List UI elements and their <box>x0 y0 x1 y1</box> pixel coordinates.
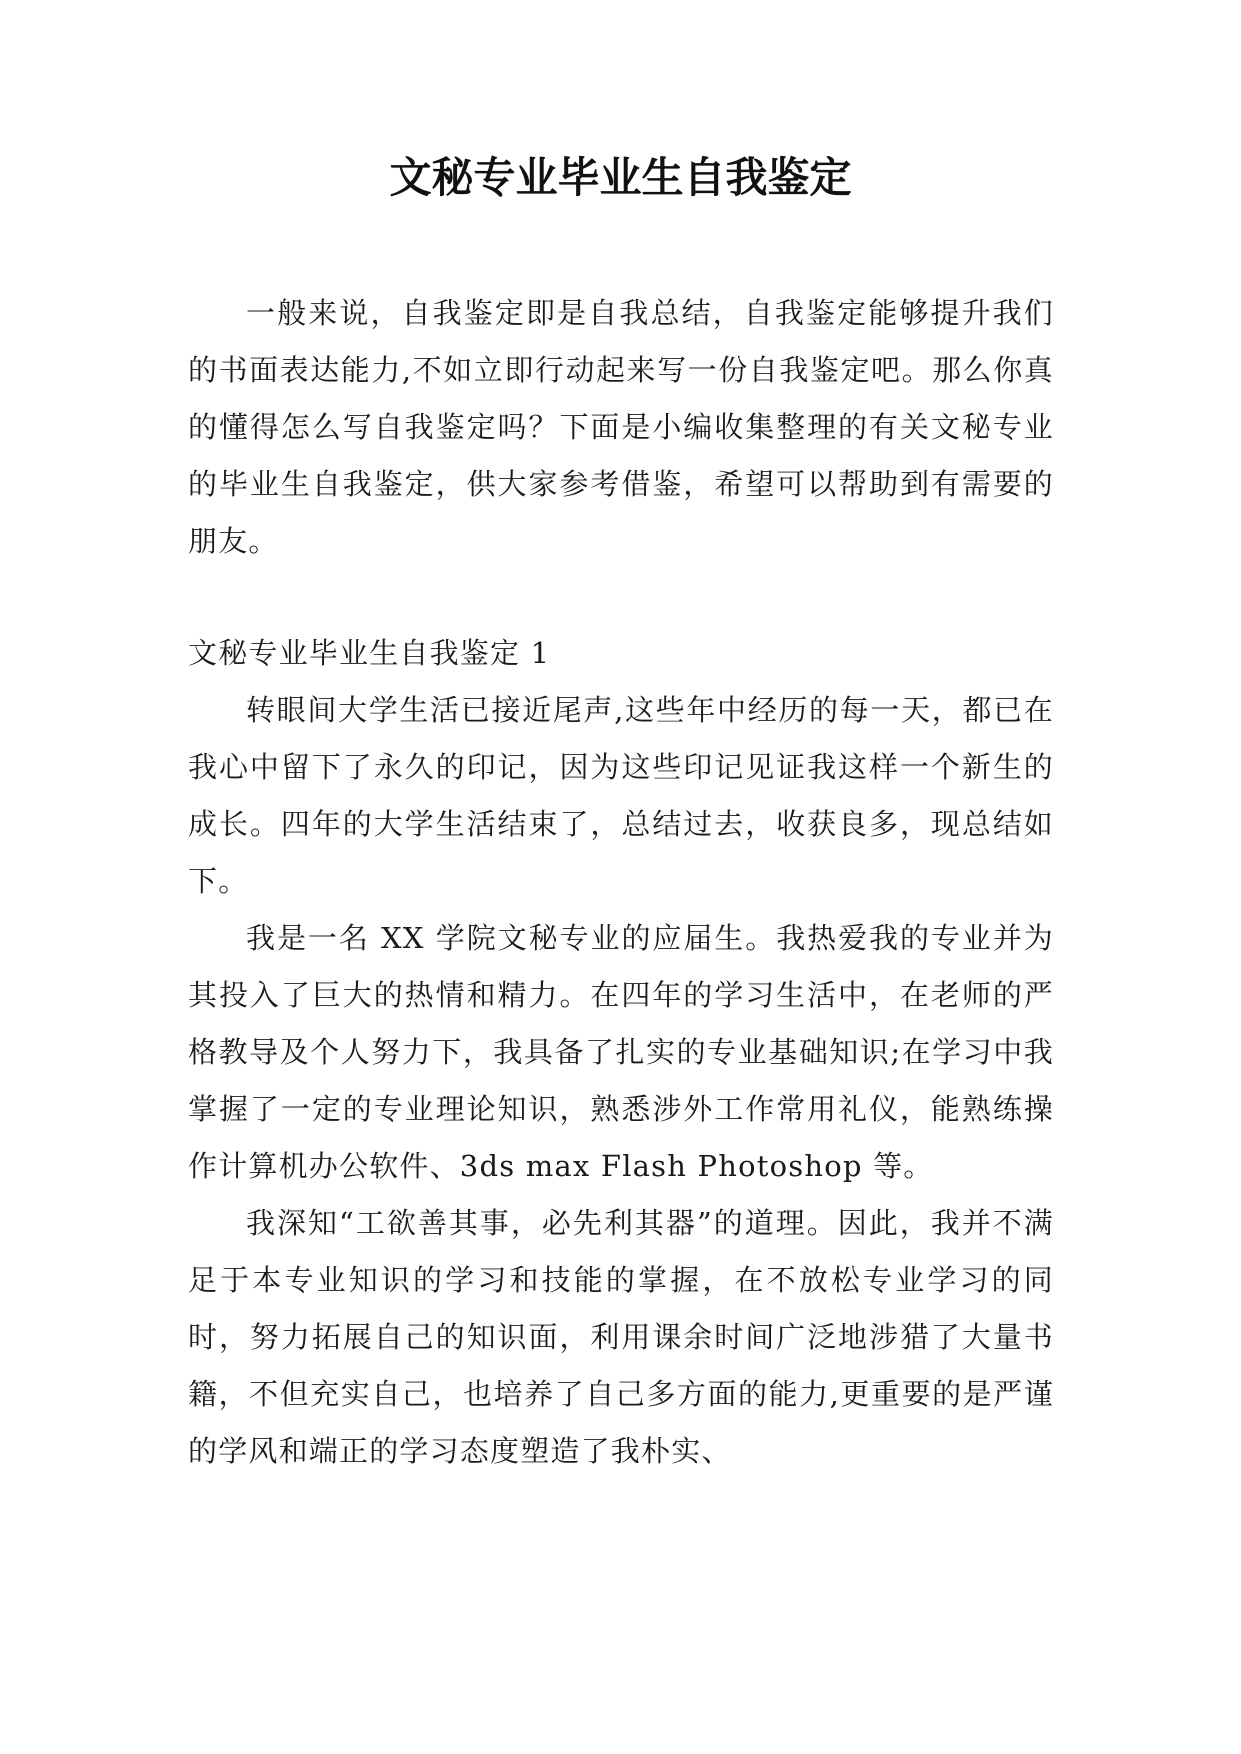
section-heading: 文秘专业毕业生自我鉴定 1 <box>188 636 551 670</box>
document-title: 文秘专业毕业生自我鉴定 <box>389 153 852 202</box>
body-paragraph-3: 我深知“工欲善其事，必先利其器”的道理。因此，我并不满足于本专业知识的学习和技能的掌握，在不放松专业学习的同时，努力拓展自己的知识面，利用课余时间广泛地涉猎了大量书籍，不但充实自己，也培养了自己多方面的能力,更重要的是严谨的学风和端正的学习态度塑造了我朴实、 <box>188 1206 1054 1468</box>
paragraph-spacer <box>188 570 1054 625</box>
body-paragraph-2: 我是一名 XX 学院文秘专业的应届生。我热爱我的专业并为其投入了巨大的热情和精力。在四年的学习生活中，在老师的严格教导及个人努力下，我具备了扎实的专业基础知识;在学习中我掌握了一定的专业理论知识，熟悉涉外工作常用礼仪，能熟练操作计算机办公软件、3ds max Flash Photoshop 等。 <box>188 921 1054 1183</box>
body-paragraph-1: 转眼间大学生活已接近尾声,这些年中经历的每一天，都已在我心中留下了永久的印记，因为这些印记见证我这样一个新生的成长。四年的大学生活结束了，总结过去，收获良多，现总结如下。 <box>188 693 1054 898</box>
document-body <box>188 285 1054 1480</box>
intro-paragraph: 一般来说，自我鉴定即是自我总结，自我鉴定能够提升我们的书面表达能力,不如立即行动起来写一份自我鉴定吧。那么你真的懂得怎么写自我鉴定吗？下面是小编收集整理的有关文秘专业的毕业生自我鉴定，供大家参考借鉴，希望可以帮助到有需要的朋友。 <box>188 296 1054 558</box>
